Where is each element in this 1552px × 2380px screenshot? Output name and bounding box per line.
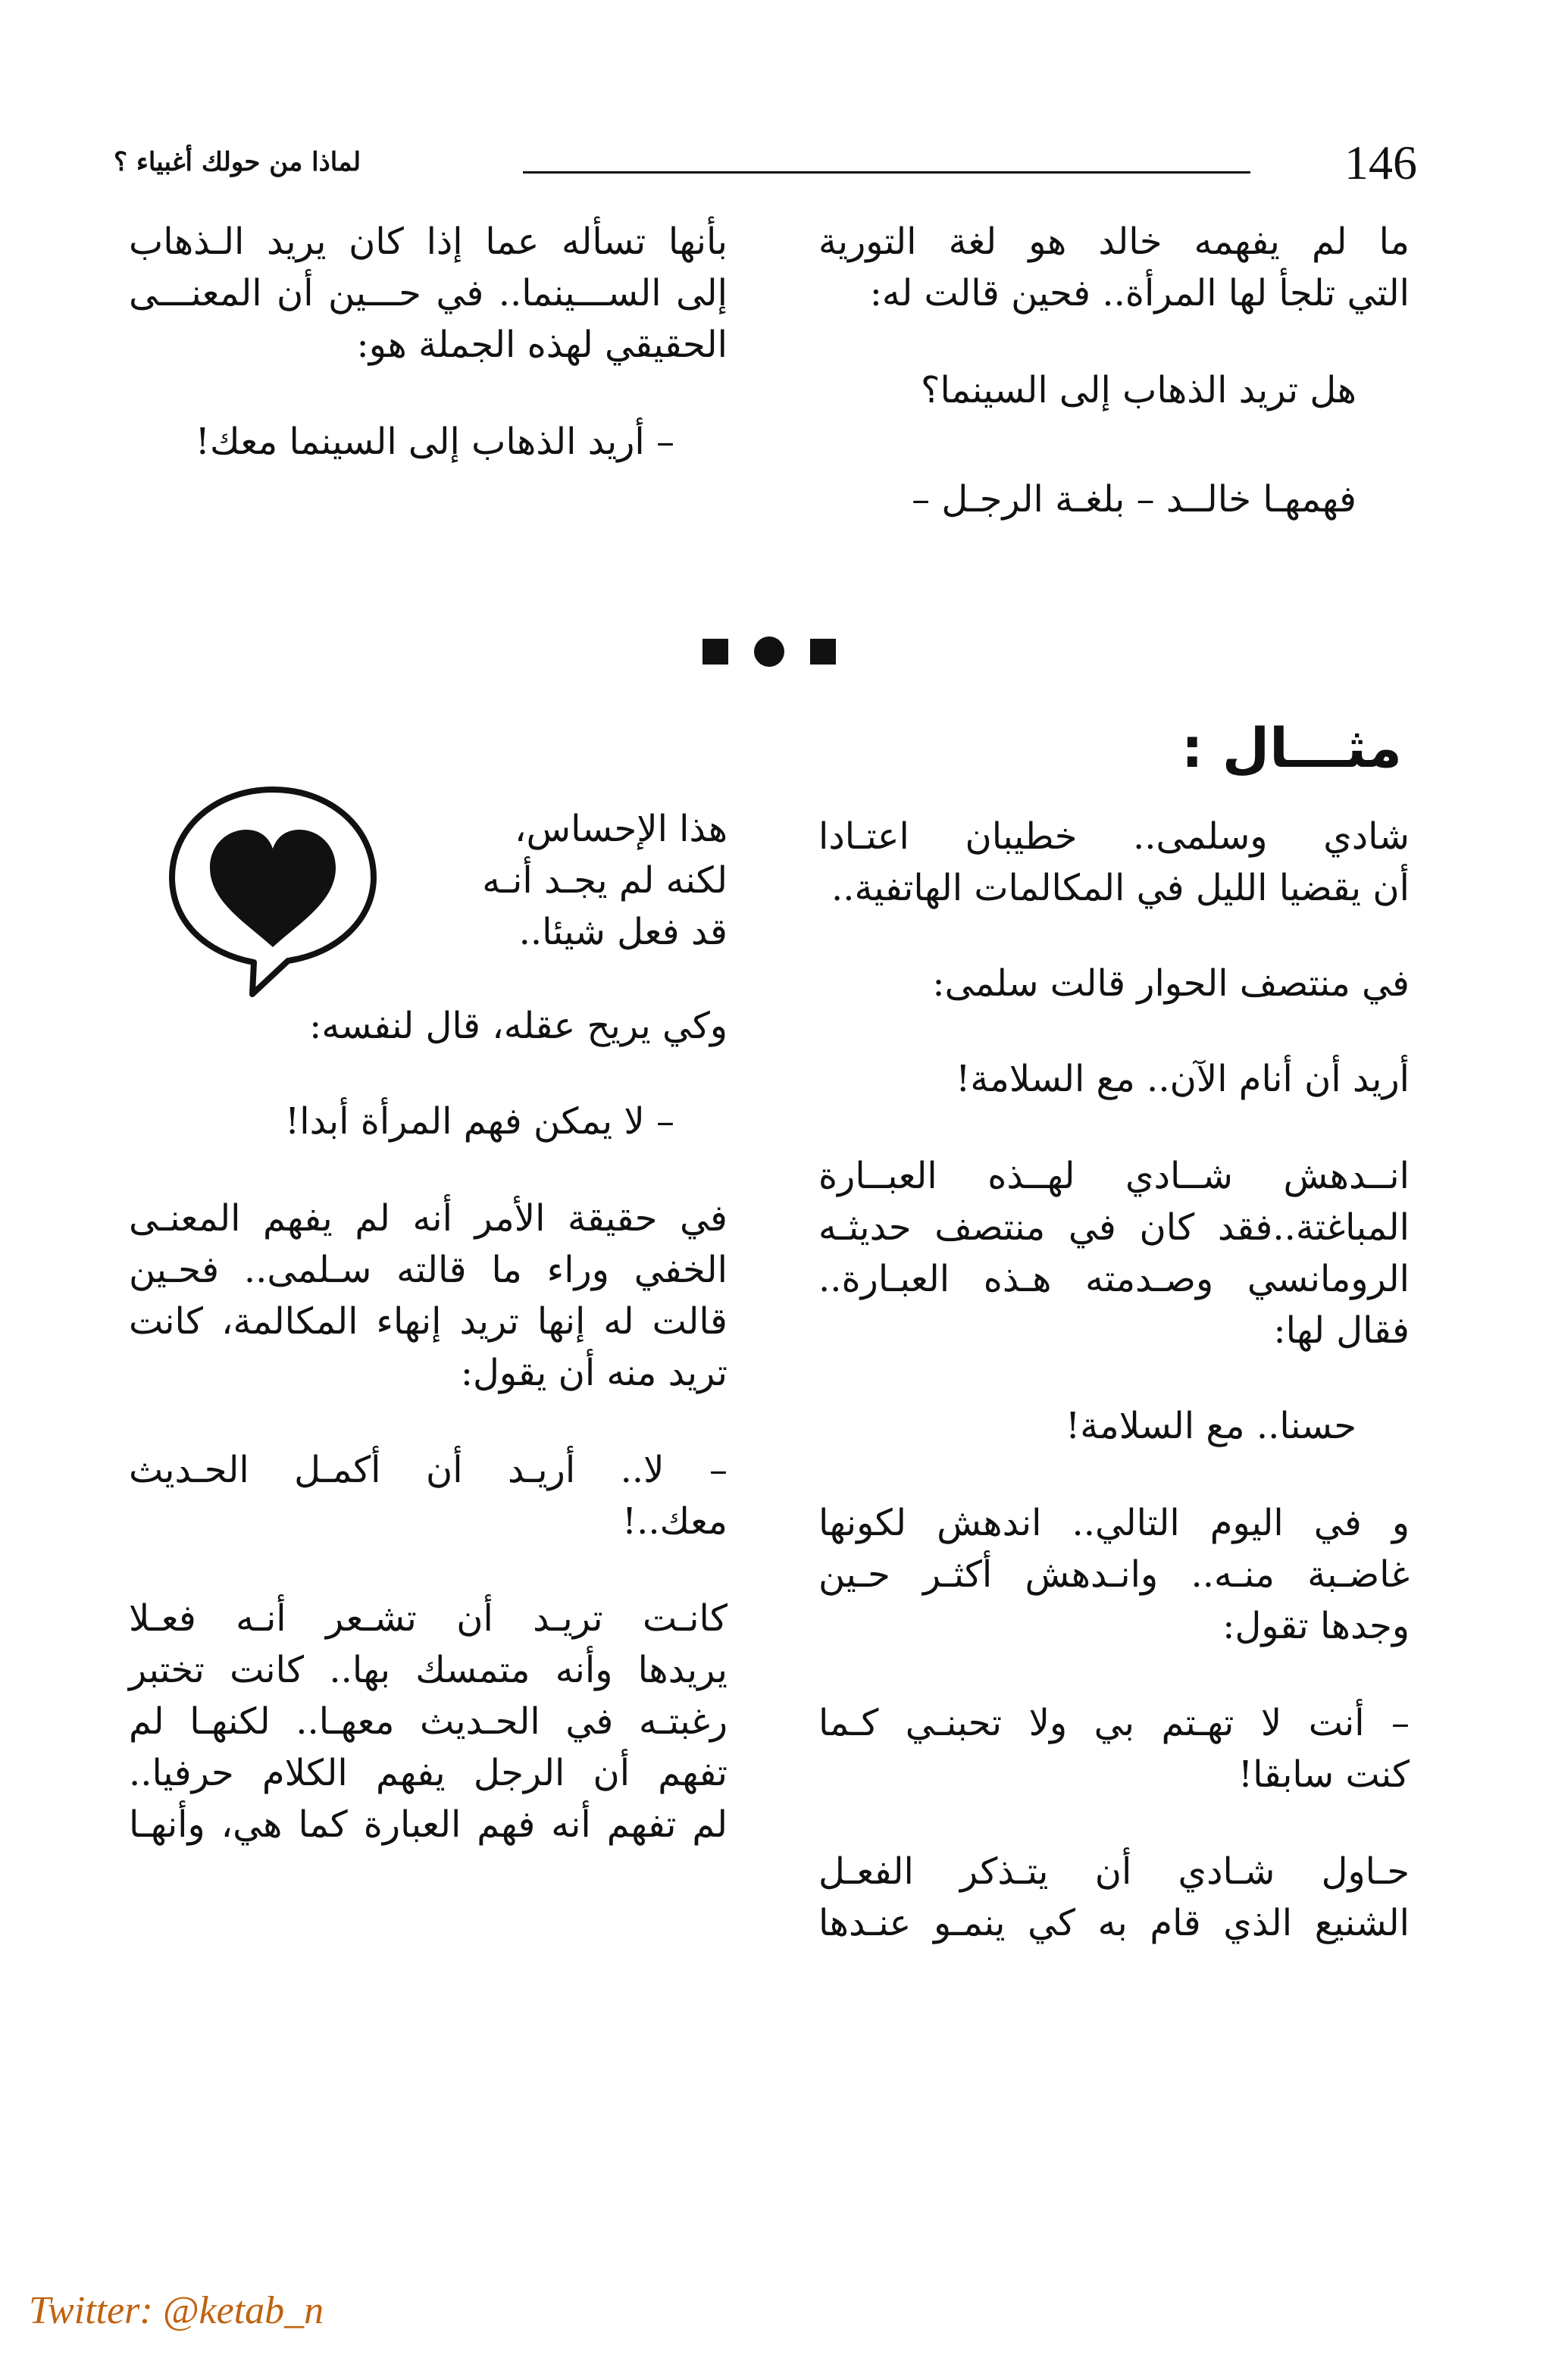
paragraph	[818, 216, 1410, 319]
paragraph	[818, 1150, 1410, 1356]
dialog-line: وكي يريح عقله، قال لنفسه:	[309, 1005, 728, 1047]
text-line: كانـت تريـد أن تشـعر أنـه فعـلا	[129, 1597, 728, 1640]
text-line: في حقيقة الأمر أنه لم يفهم المعنـى	[129, 1197, 728, 1240]
right-body-column	[818, 811, 1410, 1949]
text-line: غاضـبة منـه.. وانـدهش أكثـر حـين	[818, 1553, 1410, 1596]
text-line: الخفي وراء ما قالته سـلمى.. فحـين	[129, 1249, 728, 1291]
left-top-column	[129, 216, 728, 468]
paragraph	[818, 1697, 1410, 1800]
text-line: الرومانسي وصـدمته هـذه العبـارة..	[818, 1258, 1410, 1300]
text-line: كنت سابقا!	[1238, 1753, 1410, 1796]
twitter-credit: Twitter: @ketab_n	[29, 2289, 324, 2332]
page-number: 146	[1344, 136, 1417, 189]
paragraph	[818, 811, 1410, 914]
left-body-column	[129, 803, 728, 1850]
text-line: حـاول شـادي أن يتـذكر الفعـل	[818, 1850, 1410, 1893]
text-line: أن يقضيا الليل في المكالمات الهاتفية..	[831, 867, 1410, 909]
dialog-line: فهمهـا خالــد – بلغـة الرجـل –	[912, 478, 1356, 521]
text-line: لم تفهم أنه فهم العبارة كما هي، وأنهـا	[129, 1803, 728, 1846]
text-line: يريدها وأنه متمسك بها.. كانت تختبر	[129, 1649, 728, 1691]
dialog-line: حسنا.. مع السلامة!	[1065, 1405, 1356, 1447]
section-separator	[686, 633, 853, 671]
text-line: تفهم أن الرجل يفهم الكلام حرفيا..	[129, 1752, 728, 1794]
text-line: معك..!	[621, 1500, 728, 1543]
text-line: الحقيقي لهذه الجملة هو:	[356, 324, 728, 366]
text-line: قد فعل شيئا..	[518, 911, 728, 953]
text-line: هذا الإحساس،	[514, 808, 728, 850]
dialog-line: هل تريد الذهاب إلى السينما؟	[921, 369, 1356, 411]
paragraph	[818, 958, 1410, 1009]
dot-icon	[754, 636, 784, 667]
paragraph	[129, 1593, 728, 1850]
paragraph	[129, 1193, 728, 1399]
text-line: إلى الســـينما.. في حـــين أن المعنـــى	[129, 272, 728, 314]
square-icon	[702, 639, 728, 665]
text-line: المباغتة..فقد كان في منتصف حديثـه	[818, 1206, 1410, 1249]
dialog-line: – لا يمكن فهم المرأة أبدا!	[284, 1100, 674, 1143]
text-line: انــدهش شــادي لهــذه العبــارة	[818, 1155, 1410, 1197]
paragraph	[129, 803, 728, 958]
right-top-column	[818, 216, 1410, 525]
paragraph	[818, 1846, 1410, 1949]
paragraph	[129, 1444, 728, 1547]
text-line: – لا.. أريـد أن أكمـل الحـديث	[129, 1449, 728, 1491]
header-rule	[523, 171, 1250, 174]
paragraph	[818, 1497, 1410, 1652]
text-line: قالت له إنها تريد إنهاء المكالمة، كانت	[129, 1300, 728, 1343]
running-title: لماذا من حولك أغبياء ؟	[114, 147, 361, 177]
text-line: فقال لها:	[1273, 1309, 1410, 1352]
text-line: الشنيع الذي قام به كي ينمـو عنـدها	[818, 1902, 1410, 1944]
text-line: شادي وسلمى.. خطيبان اعتـادا	[818, 815, 1410, 858]
text-line: ما لم يفهمه خالد هو لغة التورية	[818, 220, 1410, 263]
dialog-line: أريد أن أنام الآن.. مع السلامة!	[956, 1058, 1410, 1100]
text-line: التي تلجأ لها المرأة.. فحين قالت له:	[869, 272, 1410, 314]
text-line: – أنت لا تهـتم بي ولا تحبنـي كـما	[818, 1702, 1410, 1744]
section-heading: مثـــال :	[1181, 716, 1402, 780]
text-line: تريد منه أن يقول:	[460, 1352, 728, 1394]
text-line: لكنه لم يجـد أنـه	[482, 859, 728, 902]
text-line: في منتصف الحوار قالت سلمى:	[932, 962, 1410, 1005]
paragraph	[129, 216, 728, 371]
page-header	[114, 136, 1417, 189]
square-icon	[810, 639, 836, 665]
text-line: بأنها تسأله عما إذا كان يريد الـذهاب	[129, 220, 728, 263]
text-line: وجدها تقول:	[1222, 1605, 1410, 1647]
text-line: رغبتـه في الحـديث معهـا.. لكنهـا لم	[129, 1700, 728, 1743]
text-line: و في اليوم التالي.. اندهش لكونها	[818, 1502, 1410, 1544]
dialog-line: – أريد الذهاب إلى السينما معك!	[195, 421, 674, 463]
